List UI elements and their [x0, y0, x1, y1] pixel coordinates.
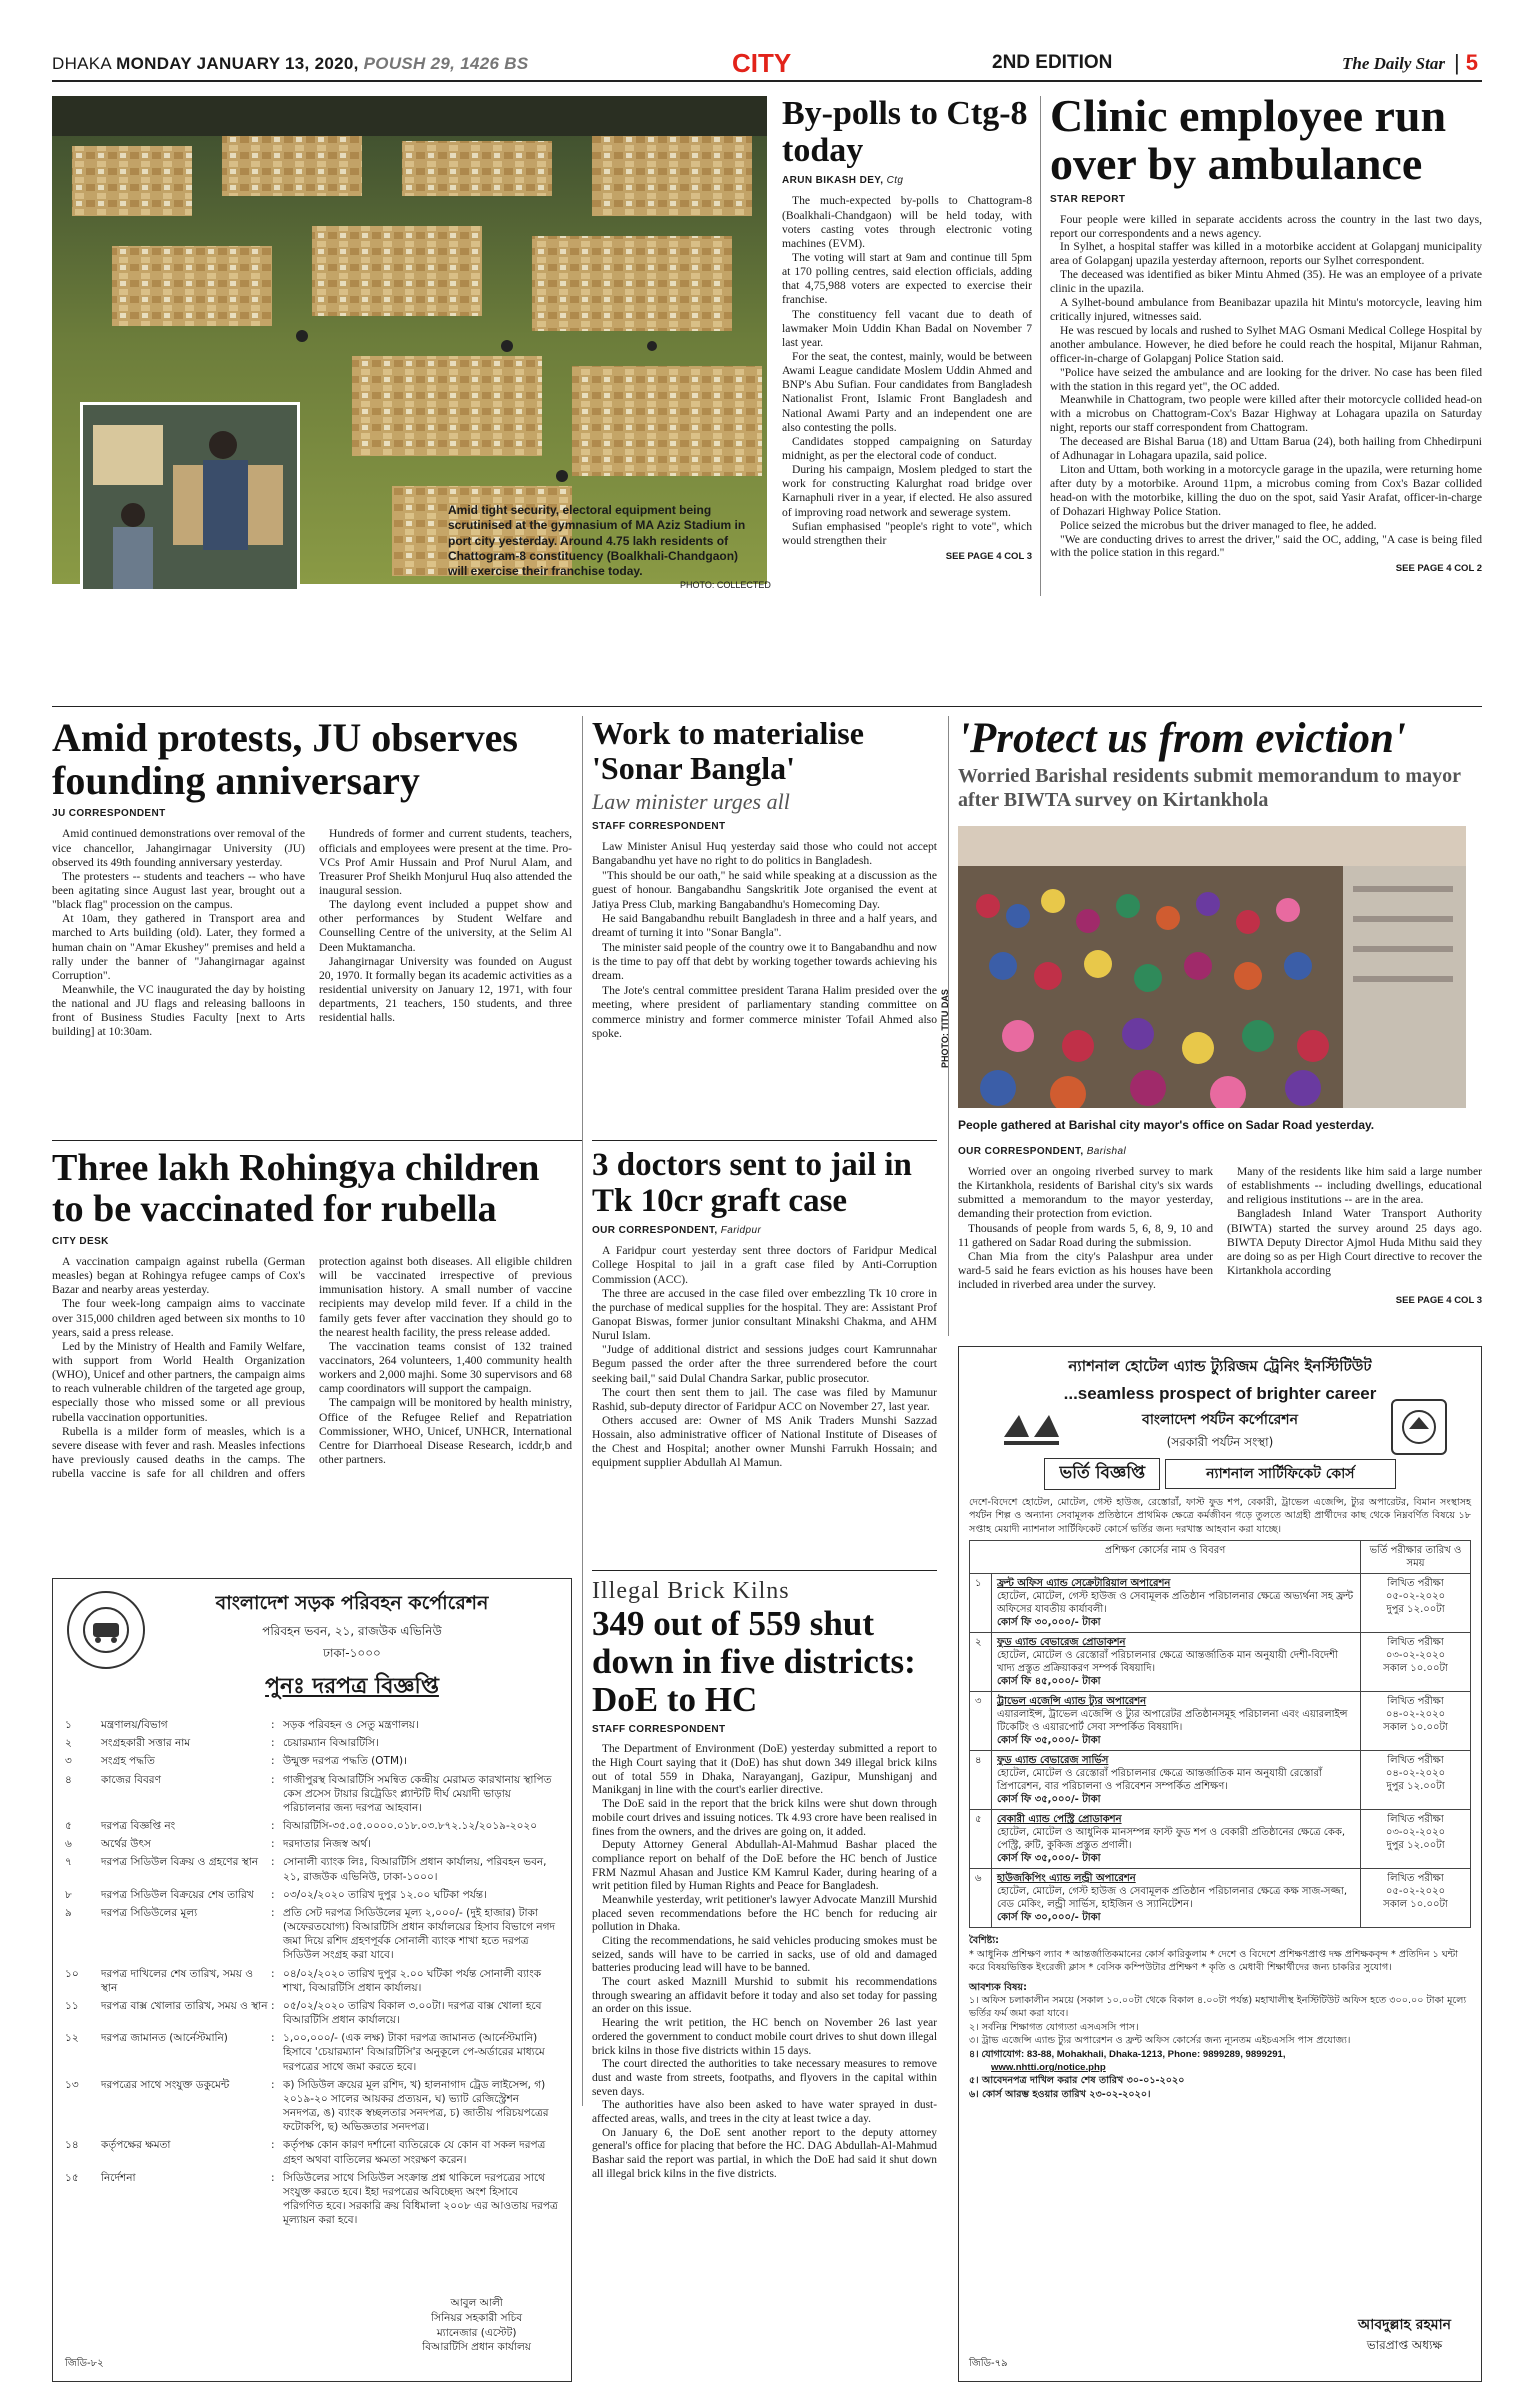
edition-label: 2ND EDITION: [992, 52, 1113, 73]
inset-image: [83, 405, 297, 589]
brtc-row-sep: :: [271, 1773, 275, 1786]
course-exam: [1361, 1633, 1471, 1692]
brtc-row-key: অর্থের উৎস: [101, 1838, 151, 1851]
column-rule: [1040, 96, 1041, 596]
course-fee: কোর্স ফি ৩০,০০০/- টাকা: [997, 1912, 1101, 1924]
brtc-row: [65, 2076, 559, 2137]
story-doctors-body: A Faridpur court yesterday sent three doctors of Faridpur Medical College Hospital to jail in a graft case filed by Anti-Corruption Commission (ACC). The three are accused in the case filed over embezzling Tk 10 crore in the purchase of medical supplies for the hospital. They are: Assistant Prof Ganopat Biswas, former junior consultant Minakshi Chakma, and AHM Nurul Islam. "Judge of additional district and sessions judges court Kamrunnahar Begum passed the order after the three surrendered before the court seeking bail," said Dulal Chandra Sarkar, public prosecutor. The court then sent them to jail. The case was filed by Mamunur Rashid, sub-deputy director of Faridpur ACC on November 27, last year. Others accused are: Owner of MS Anik Traders Munshi Sazzad Hossain, also administrative officer of National Institute of Diseases of the Chest and Hospital; another owner Munshi Farrukh Hossain; and equipment supplier Abdullah Al Mamun.: [592, 1244, 937, 1470]
brtc-row-key: দরপত্র বিজ্ঞপ্তি নং: [101, 1820, 176, 1833]
story-bypolls-byline: ARUN BIKASH DEY, Ctg: [782, 175, 904, 187]
column-rule: [582, 716, 583, 2106]
story-doctors-headline[interactable]: 3 doctors sent to jail in Tk 10cr graft case: [592, 1147, 912, 1219]
story-ju-byline: JU CORRESPONDENT: [52, 808, 166, 820]
section-divider: [52, 1140, 582, 1141]
nhtti-features: বৈশিষ্ট্য: * আধুনিক প্রশিক্ষণ ল্যাব * আন্তর্জাতিকমানের কোর্স কারিকুলাম * দেশে ও বিদেশে প্রশিক্ষণপ্রাপ্ত দক্ষ প্রশিক্ষকবৃন্দ * প্রতিদিন ১ ঘন্টা করে বিষয়ভিত্তিক ইংরেজী ক্লাস * বেসিক কম্পিউটার প্রশিক্ষণ * কৃতি ও মেধাবী শিক্ষার্থীদের জন্য চাকরির সুযোগ।: [969, 1935, 1459, 1974]
course-name: ট্রাভেল এজেন্সি এ্যান্ড ট্যুর অপারেশন: [997, 1696, 1147, 1708]
story-sonar-bangla: [592, 716, 937, 1041]
brtc-row: [65, 1965, 559, 1997]
brtc-row-sep: :: [271, 1719, 275, 1731]
nhtti-course-row: [970, 1692, 1471, 1751]
brtc-row-value: বিআরটিসি-৩৫.০৫.০০০০.০১৮.০৩.৮৭২.১২/২০১৯-২০২০: [283, 1820, 538, 1833]
course-exam: [1361, 1692, 1471, 1751]
course-name: ফুড এ্যান্ড বেভারেজ প্রোডাকশন: [997, 1637, 1126, 1649]
section-divider: [52, 706, 1482, 707]
course-number: ৫: [970, 1810, 992, 1869]
course-exam: [1361, 1574, 1471, 1633]
brtc-row-number: ১৫: [65, 2171, 79, 2184]
brtc-row-sep: :: [271, 1906, 275, 1919]
photo1-caption: Amid tight security, electoral equipment being scrutinised at the gymnasium of MA Aziz Stadium in port city yesterday. Around 4.75 lakh residents of Chattogram-8 constituency (Boalkhali-Chandgaon) will exercise their franchise today.: [448, 503, 746, 579]
brtc-row-key: দরপত্র সিডিউলের মূল্য: [101, 1906, 198, 1919]
brtc-row-value: সোনালী ব্যাংক লিঃ, বিআরটিসি প্রধান কার্যালয়, পরিবহন ভবন, ২১, রাজউক এভিনিউ, ঢাকা-১০০০।: [283, 1856, 547, 1883]
nhtti-title: ভর্তি বিজ্ঞপ্তি: [1044, 1458, 1160, 1490]
brtc-row-number: ৫: [65, 1820, 72, 1833]
course-exam-time: দুপুর ১২.০০টা: [1386, 1604, 1445, 1616]
brtc-row-key: সংগ্রহ পদ্ধতি: [101, 1755, 155, 1768]
inset-photo: [80, 402, 300, 592]
course-desc: হোটেল, মোটেল, গেস্ট হাউজ ও সেবামূলক প্রতিষ্ঠান পরিচালনার ক্ষেত্রে কক্ষ সাজ-সজ্জা, বেড মেকিং, লন্ড্রী সার্ভিস, হাইজিন ও স্যানিটেশন।: [997, 1886, 1348, 1911]
story-eviction-text: [958, 1140, 1482, 1306]
brtc-row-value: গাজীপুরস্থ বিআরটিসি সমন্বিত কেন্দ্রীয় মেরামত কারখানায় স্থাপিত কেস প্রসেস টায়ার রিট্রেডিং প্ল্যান্টটি দীর্ঘ মেয়াদী ভাড়ায় পরিচালনার জন্য দরপত্র আহবান।: [283, 1773, 552, 1814]
course-fee: কোর্স ফি ৩০,০০০/- টাকা: [997, 1617, 1101, 1629]
brtc-row-key: দরপত্রের সাথে সংযুক্ত ডকুমেন্ট: [101, 2078, 230, 2091]
story-clinic-byline: STAR REPORT: [1050, 193, 1126, 205]
brtc-row-sep: :: [271, 1820, 275, 1833]
nhtti-terms: আবশ্যক বিষয়: ১। অফিস চলাকালীন সময়ে (সকাল ১০.০০টা থেকে বিকাল ৪.০০টা পর্যন্ত) মহাখালীস্থ ইনস্টিটিউট অফিস হতে ৩০০.০০ টাকা মূল্যে ভর্তির ফর্ম জমা করা যাবে। ২। সর্বনিম্ন শিক্ষাগত যোগ্যতা এসএসসি পাস। ৩। ট্রাভ এজেন্সি এ্যান্ড ট্যুর অপারেশন ও ফ্রন্ট অফিস কোর্সের জন্য ন্যূনতম এইচএসসি পাস প্রযোজ্য। ৪। যোগাযোগ: 83-88, Mohakhali, Dhaka-1213, Phone: 9899289, 9899291, www.nhtti.org/notice.php ৫। আবেদনপত্র দাখিল করার শেষ তারিখ ৩০-০১-২০২০ ৬। কোর্স আরম্ভ হওয়ার তারিখ ২৩-০২-২০২০।: [969, 1981, 1471, 2102]
course-exam-type: লিখিত পরীক্ষা: [1387, 1814, 1444, 1826]
nhtti-course-row: [970, 1574, 1471, 1633]
nhtti-course-row: [970, 1751, 1471, 1810]
course-exam: [1361, 1751, 1471, 1810]
story-bypolls-headline[interactable]: By-polls to Ctg-8 today: [782, 95, 1028, 169]
brtc-row-key: কাজের বিবরণ: [101, 1773, 161, 1786]
nhtti-head-course: প্রশিক্ষণ কোর্সের নাম ও বিবরণ: [970, 1541, 1361, 1574]
course-desc: হোটেল, মোটেল, গেস্ট হাউজ ও সেবামূলক প্রতিষ্ঠান পরিচালনার ক্ষেত্রে অভ্যর্থনা সহ ফ্রন্ট অফিসের যাবতীয় কার্যাবলী।: [997, 1591, 1354, 1616]
course-fee: কোর্স ফি ৪৫,০০০/- টাকা: [997, 1676, 1101, 1688]
story-brick-kilns-headline[interactable]: 349 out of 559 shut down in five districts: DoE to HC: [592, 1604, 916, 1719]
course-details: [992, 1692, 1361, 1751]
course-exam: [1361, 1810, 1471, 1869]
brtc-row: [65, 2029, 559, 2076]
brtc-row-key: সংগ্রহকারী সত্তার নাম: [101, 1737, 191, 1750]
brtc-row-key: কর্তৃপক্ষের ক্ষমতা: [101, 2139, 171, 2152]
brtc-address: পরিবহন ভবন, ২১, রাজউক এভিনিউ: [262, 1624, 442, 1638]
brtc-row-number: ৯: [65, 1906, 72, 1919]
brtc-row-value: ০৫/০২/২০২০ তারিখ বিকাল ৩.০০টা। দরপত্র বাক্স খোলা হবে বিআরটিসি প্রধান কার্যালয়ে।: [283, 1999, 542, 2027]
course-desc: এয়ারলাইন্স, ট্রাভেল এজেন্সি ও ট্যুর অপারেটর প্রতিষ্ঠানসমূহ পরিচালনা এবং এয়ারলাইন্স টিকেটিং ও এয়ারপোর্ট সেবা সম্পর্কিত বিষয়াদি।: [997, 1709, 1348, 1734]
story-clinic-body: Four people were killed in separate accidents across the country in the last two days, report our correspondents and a news agency. In Sylhet, a hospital staffer was killed in a motorbike accident at Golapganj municipality area of Golapganj upazila yesterday afternoon, reports our Sylhet correspondent. The deceased was identified as biker Mintu Ahmed (35). He was an employee of a private clinic in the upazila. A Sylhet-bound ambulance from Beanibazar upazila hit Mintu's motorcycle, leaving him critically injured, witnesses said. He was rescued by locals and rushed to Sylhet MAG Osmani Medical College Hospital by another ambulance. However, he died before he could reach the hospital, Mijanur Rahman, officer-in-charge of Golapganj Police Station said. "Police have seized the ambulance and are looking for the driver. No case has been filed with the station in this regard yet", the OC added. Meanwhile in Chattogram, two people were killed after their motorcycle collided head-on with a microbus on Chattogram-Cox's Bazar Highway at Lohagara upazila on Saturday night, reports our staff correspondent from Chattogram. The deceased are Bishal Barua (18) and Uttam Barua (24), both hailing from Chhedirpuni of Adhunagar in Lohagara upazila, said police. Liton and Uttam, both working in a motorcycle garage in the upazila, were returning home after duty by a motorbike. Around 11pm, a microbus coming from Cox's Bazar collided head-on with the motorbike, killing the duo on the spot, said Yasir Arafat, officer-in-charge of Dohazari Highway Police Station. Police seized the microbus but the driver managed to flee, he added. "We are conducting drives to arrest the driver," said the OC, adding, "A case is being filed with the police station in this regard.": [1050, 212, 1482, 560]
course-exam-date: ০৪-০২-২০২০: [1385, 1768, 1446, 1780]
brtc-row-value: ক) সিডিউল ক্রয়ের মূল রশিদ, খ) হালনাগাদ ট্রেড লাইসেন্স, গ) ২০১৯-২০ সালের আয়কর প্রত্যয়ন, ঘ) ভ্যাট রেজিস্ট্রেশন সনদপত্র, ঙ) ব্যাংক স্বচ্ছলতার সনদপত্র, চ) জাতীয় পরিচয়পত্রের ফটোকপি, ছ) অভিজ্ঞতার সনদপত্র।: [283, 2078, 549, 2134]
story-bypolls-body: The much-expected by-polls to Chattogram-8 (Boalkhali-Chandgaon) will be held today, with voters casting votes through electronic voting machines (EVM). The voting will start at 9am and continue till 5pm at 170 polling centres, said election officials, adding that 4,75,988 voters are expected to exercise their franchise. The constituency fell vacant due to death of lawmaker Moin Uddin Khan Badal on November 7 last year. For the seat, the contest, mainly, would be between Awami League candidate Moslem Uddin Ahmed and BNP's Abu Sufian. Four candidates from Bangladesh Nationalist Front, Islamic Front Bangladesh and National Awami Party and an independent one are also contesting the polls. Candidates stopped campaigning on Saturday midnight, as per the electoral code of conduct. During his campaign, Moslem pledged to start the work for constructing Kalurghat road bridge over Karnaphuli river in a year, if elected. He also assured of improving road network and sewerage system. Sufian emphasised "people's right to vote", which would strengthen their: [782, 194, 1032, 547]
nhtti-logo-left: [999, 1407, 1069, 1455]
brtc-row-sep: :: [271, 2139, 275, 2152]
brtc-row-value: দরদাতার নিজস্ব অর্থ।: [283, 1838, 371, 1851]
course-exam-type: লিখিত পরীক্ষা: [1387, 1578, 1444, 1590]
course-name: বেকারী এ্যান্ড পেস্ট্রি প্রোডাকশন: [997, 1814, 1122, 1826]
nhtti-govt: (সরকারী পর্যটন সংস্থা): [1166, 1435, 1274, 1449]
course-details: [992, 1751, 1361, 1810]
brtc-row-key: মন্ত্রণালয়/বিভাগ: [101, 1719, 168, 1731]
brtc-row-sep: :: [271, 1999, 275, 2012]
course-details: [992, 1810, 1361, 1869]
masthead-date: DHAKA MONDAY JANUARY 13, 2020, POUSH 29, 1426 BS: [52, 54, 529, 73]
course-fee: কোর্স ফি ৩৫,০০০/- টাকা: [997, 1794, 1101, 1806]
brtc-row: [65, 1771, 559, 1818]
nhtti-intro: দেশে-বিদেশে হোটেল, মোটেল, গেস্ট হাউজ, রেস্তোরাঁ, ফাস্ট ফুড শপ, বেকারী, ট্রাভেল এজেন্সি, ট্যুর অপারেটর, বিমান সংস্থাসহ পর্যটন শিল্প ও অন্যান্য সেবামূলক প্রতিষ্ঠানে প্রাথমিক ক্ষেত্রে কর্মজীবন গড়ে তুলতে আগ্রহী প্রার্থীদের কাছ থেকে নিম্নবর্ণিত বিষয়ে ১৮ সপ্তাহ মেয়াদী ন্যাশনাল সার্টিফিকেট কোর্সে ভর্তির জন্য দরখাস্ত আহবান করা যাচ্ছে।: [969, 1497, 1471, 1535]
story-rohingya-byline: CITY DESK: [52, 1236, 109, 1248]
course-number: ৪: [970, 1751, 992, 1810]
story-doctors: [592, 1148, 937, 1471]
brtc-row-value: উন্মুক্ত দরপত্র পদ্ধতি (OTM)।: [283, 1755, 408, 1768]
course-desc: হোটেল, মোটেল ও রেস্তোরাঁ পরিচালনার ক্ষেত্রে আন্তর্জাতিক মান অনুযায়ী রেস্তোরাঁ প্রিপারেশন, বার পরিচালনা ও পরিবেশন সম্পর্কিত প্রশিক্ষণ।: [997, 1768, 1322, 1793]
brtc-row: [65, 1817, 559, 1835]
story-eviction-body: Worried over an ongoing riverbed survey to mark the Kirtankhola, residents of Barishal city's six wards submitted a memorandum to the mayor yesterday, demanding their protection from eviction. Thousands of people from wards 5, 6, 8, 9, 10 and 11 gathered on Sadar Road during the submission. Chan Mia from the city's Palashpur area under ward-5 said he fears eviction as his houses have been included in riverbed area under the survey. Many of the residents like him said a large number of establishments -- including dwellings, educational and religious institutions -- are in the area. Bangladesh Inland Water Transport Authority (BIWTA) started the survey around 25 days ago. BIWTA Deputy Director Ajmol Huda Mithu said they are doing so as per High Court directive to recover the Kirtankhola according: [958, 1165, 1482, 1292]
brtc-tender-ad: [52, 1578, 572, 2382]
course-fee: কোর্স ফি ৩৫,০০০/- টাকা: [997, 1853, 1101, 1865]
nhtti-logo-right: [1391, 1399, 1447, 1455]
course-exam-time: সকাল ১০.০০টা: [1383, 1722, 1448, 1734]
brtc-row-value: ০৩/০২/২০২০ তারিখ দুপুর ১২.০০ ঘটিকা পর্যন্ত।: [283, 1888, 487, 1901]
brtc-row-sep: :: [271, 1838, 275, 1851]
story-clinic-headline[interactable]: Clinic employee run over by ambulance: [1050, 90, 1447, 189]
course-details: [992, 1869, 1361, 1928]
brtc-row-key: দরপত্র দাখিলের শেষ তারিখ, সময় ও স্থান: [101, 1967, 253, 1994]
course-number: ৩: [970, 1692, 992, 1751]
brtc-row-number: ১৪: [65, 2139, 79, 2152]
nhtti-tagline: ...seamless prospect of brighter career: [1063, 1384, 1377, 1403]
brtc-title: পুনঃ দরপত্র বিজ্ঞপ্তি: [265, 1674, 439, 1699]
course-name: ফ্রন্ট অফিস এ্যান্ড সেক্রেটারিয়াল অপারেশন: [997, 1578, 1171, 1590]
brtc-row-sep: :: [271, 2171, 275, 2184]
brtc-row-key: দরপত্র জামানত (আর্নেস্টমানি): [101, 2032, 228, 2045]
story-doctors-byline: OUR CORRESPONDENT, Faridpur: [592, 1225, 762, 1237]
nhtti-code: জিডি-৭৯: [969, 2358, 1008, 2369]
brtc-row: [65, 1853, 559, 1885]
course-exam-type: লিখিত পরীক্ষা: [1387, 1696, 1444, 1708]
course-exam-type: লিখিত পরীক্ষা: [1387, 1637, 1444, 1649]
brtc-row: [65, 2169, 559, 2230]
brtc-row: [65, 1886, 559, 1904]
brtc-row-sep: :: [271, 2078, 275, 2091]
crowd-image: [958, 826, 1466, 1108]
course-exam-type: লিখিত পরীক্ষা: [1387, 1873, 1444, 1885]
brtc-row-sep: :: [271, 1755, 275, 1768]
story-bypolls-jump[interactable]: SEE PAGE 4 COL 3: [945, 550, 1032, 562]
brtc-row-value: চেয়ারম্যান বিআরটিসি।: [283, 1737, 379, 1750]
brtc-row-value: সড়ক পরিবহন ও সেতু মন্ত্রণালয়।: [283, 1719, 419, 1731]
story-eviction: [958, 716, 1482, 812]
brtc-row-number: ১১: [65, 1999, 79, 2012]
story-ju-headline[interactable]: Amid protests, JU observes founding anniversary: [52, 715, 518, 804]
brtc-signature: আবুল আলী সিনিয়র সহকারী সচিব ম্যানেজার (এস্টেট) বিআরটিসি প্রধান কার্যালয়: [422, 2297, 531, 2354]
course-exam-date: ০৫-০২-২০২০: [1385, 1591, 1446, 1603]
brtc-row-key: নির্দেশনা: [101, 2171, 136, 2184]
story-eviction-jump[interactable]: SEE PAGE 4 COL 3: [1395, 1295, 1482, 1307]
nhtti-course-row: [970, 1810, 1471, 1869]
story-clinic-jump[interactable]: SEE PAGE 4 COL 2: [1395, 563, 1482, 575]
course-exam-type: লিখিত পরীক্ষা: [1387, 1755, 1444, 1767]
course-number: ৬: [970, 1869, 992, 1928]
brtc-row-number: ২: [65, 1737, 72, 1750]
course-desc: হোটেল, মোটেল ও আধুনিক মানসম্পন্ন ফাস্ট ফুড শপ ও বেকারী প্রতিষ্ঠানের ক্ষেত্রে কেক, পেস্ট্রি, রুটি, কুকিজ প্রস্তুত প্রণালী।: [997, 1827, 1346, 1852]
story-sonar-bangla-subhead: Law minister urges all: [592, 789, 790, 815]
brtc-city: ঢাকা-১০০০: [323, 1646, 381, 1660]
course-details: [992, 1574, 1361, 1633]
course-exam-time: দুপুর ১২.০০টা: [1386, 1781, 1445, 1793]
brtc-row-number: ৭: [65, 1856, 72, 1869]
course-number: ২: [970, 1633, 992, 1692]
brtc-row-value: সিডিউলের সাথে সিডিউল সংক্রান্ত প্রশ্ন থাকিলে দরপত্রের সাথে সংযুক্ত করতে হবে। ইহা দরপত্রের অবিচ্ছেদ্য অংশ হিসাবে পরিগণিত হবে। সরকারি ক্রয় বিধিমালা ২০০৮ এর আওতায় দরপত্র মূল্যায়ন করা হবে।: [283, 2171, 558, 2227]
nhtti-corp: বাংলাদেশ পর্যটন কর্পোরেশন: [1142, 1412, 1298, 1428]
brtc-row-sep: :: [271, 1737, 275, 1750]
brtc-row-sep: :: [271, 1856, 275, 1869]
story-brick-kilns-body: The Department of Environment (DoE) yesterday submitted a report to the High Court saying that it (DoE) has shut down 349 illegal brick kilns out of total 559 in Dhaka, Narayanganj, Gazipur, Munshiganj and Manikganj in line with the court's earlier directive. The DoE said in the report that the brick kilns were shut down through mobile court drives and issuing notices. Tk 4.93 crore have been realised in fines from the owners, and the drives are going on, it added. Deputy Attorney General Abdullah-Al-Mahmud Bashar placed the compliance report on behalf of the DoE before the HC bench of Justice FRM Nazmul Ahasan and Justice KM Kamrul Kader, during hearing of a writ petition filed by Human Rights and Peace for Bangladesh. Meanwhile yesterday, writ petitioner's lawyer Advocate Manzill Murshid placed seven recommendations before the HC bench for reducing air pollution in Dhaka. Citing the recommendations, he said vehicles producing smokes must be seized, sands will have to be carried in sacks, use of old and damaged batteries producing lead will have to be banned. The court asked Maznill Murshid to submit his recommendations through swearing an affidavit before it today and also set today for passing an order on this issue. Hearing the writ petition, the HC bench on November 26 last year ordered the government to conduct mobile court drives to shut down illegal brick kilns in those five districts within 15 days. The court directed the authorities to take necessary measures to remove dust and waste from streets, footpaths, and flyovers in the capital within seven days. The authorities have also been asked to have water sprayed in dust-affected areas, walls, and trees in the city at least twice a day. On January 6, the DoE sent another report to the deputy attorney general's office for placing that before the HC. DAG Abdullah-Al-Mahmud Bashar said the report was partial, in which the DoE had said it shut down all illegal brick kilns in the five districts.: [592, 1743, 937, 2180]
course-desc: হোটেল, মোটেল ও রেস্তোরাঁ পরিচালনার ক্ষেত্রে আন্তর্জাতিক মান অনুযায়ী দেশী-বিদেশী খাদ্য প্রস্তুত প্রক্রিয়াকরণ সম্পর্ক বিষয়াদি।: [997, 1650, 1338, 1675]
course-exam-date: ০৪-০২-২০২০: [1385, 1709, 1446, 1721]
section-divider: [592, 1570, 937, 1571]
brtc-row: [65, 1716, 559, 1734]
brtc-rows: [65, 1716, 559, 2230]
course-name: ফুড এ্যান্ড বেভারেজ সার্ভিস: [997, 1755, 1109, 1767]
story-ju: [52, 716, 572, 1039]
nhtti-website-link[interactable]: www.nhtti.org/notice.php: [991, 2062, 1106, 2074]
eviction-photo-caption: People gathered at Barishal city mayor's office on Sadar Road yesterday.: [958, 1118, 1375, 1132]
brtc-org: বাংলাদেশ সড়ক পরিবহন কর্পোরেশন: [215, 1592, 489, 1614]
story-rohingya-body: A vaccination campaign against rubella (German measles) began at Rohingya refugee camps of Cox's Bazar and nearby areas yesterday. The four week-long campaign aims to vaccinate over 315,000 children aged between six months to 10 years, said a press release. Led by the Ministry of Health and Family Welfare, with support from World Health Organization (WHO), Unicef and other partners, the campaign aims to reach vulnerable children of the targeted age group, especially those who missed some or all previous rubella vaccination opportunities. Rubella is a milder form of measles, which is a severe disease with fever and rash. Measles infections have previously caused deaths in the camps. The rubella vaccine is safe for all children and offers protection against both diseases. All eligible children will be vaccinated irrespective of previous immunisation history. A small number of vaccine recipients may develop mild fever. If a child in the family gets fever after vaccination they should go to the nearest health facility, the press release added. The vaccination teams consist of 132 trained vaccinators, 264 volunteers, 1,400 community health workers and 2,000 majhi. Some 30 supervisors and 68 camp coordinators will support the campaign. The campaign will be monitored by health ministry, Office of the Refugee Relief and Repatriation Commissioner, WHO, Unicef, UNHCR, International Centre for Diarrhoeal Disease Research, icddr,b and other partners.: [52, 1255, 572, 1481]
story-eviction-subhead: Worried Barishal residents submit memorandum to mayor after BIWTA survey on Kirtankhola: [958, 765, 1461, 812]
course-details: [992, 1633, 1361, 1692]
brtc-row: [65, 1997, 559, 2029]
story-bypolls: [782, 96, 1032, 562]
nhtti-admission-ad: [958, 1346, 1482, 2382]
story-sonar-bangla-headline[interactable]: Work to materialise 'Sonar Bangla': [592, 715, 864, 786]
nhtti-course-row: [970, 1869, 1471, 1928]
story-sonar-bangla-body: Law Minister Anisul Huq yesterday said those who could not accept Bangabandhu yet have no right to do politics in Bangladesh. "This should be our oath," he said while speaking at a discussion as the guest of honour. Bangabandhu Sangskritik Jote organised the event at Jatiya Press Club, marking Bangabandhu's Homecoming Day. He said Bangabandhu rebuilt Bangladesh in three and a half years, and dreamt of turning it into "Sonar Bangla". The minister said people of the country owe it to Bangabandhu and now is the time to pay off that debt by working together towards achieving his dream. The Jote's central committee president Tarana Halim presided over the meeting, where president of parliamentary standing committee on commerce ministry and former commerce minister Tofail Ahmed also spoke.: [592, 840, 937, 1040]
brtc-row-number: ১২: [65, 2032, 79, 2045]
brtc-row: [65, 1835, 559, 1853]
course-exam-date: ০৩-০২-২০২০: [1385, 1827, 1446, 1839]
newspaper-logo: The Daily Star: [1342, 54, 1445, 73]
brtc-row-key: দরপত্র সিডিউল বিক্রয় ও গ্রহণের স্থান: [101, 1856, 259, 1869]
page-number: | 5: [1454, 50, 1478, 75]
nhtti-subtitle: ন্যাশনাল সার্টিফিকেট কোর্স: [1165, 1459, 1395, 1489]
section-title: CITY: [732, 48, 792, 78]
section-divider: [592, 1140, 937, 1141]
brtc-row-sep: :: [271, 1967, 275, 1980]
story-eviction-byline: OUR CORRESPONDENT, Barishal: [958, 1146, 1127, 1157]
story-ju-body: Amid continued demonstrations over removal of the vice chancellor, Jahangirnagar University (JU) observed its 49th founding anniversary yesterday. The protesters -- students and teachers -- who have been agitating since August last year, brought out a "black flag" procession on the campus. At 10am, they gathered in Transport area and marched to Arts building (old). Later, they formed a human chain on "Amar Ekushey" premises and held a rally under the banner of "Jahangirnagar against Corruption". Meanwhile, the VC inaugurated the day by hoisting the national and JU flags and releasing balloons in front of Business Studies Faculty [next to Arts building] at 10:30am. Hundreds of former and current students, teachers, officials and employees were present at the time. Pro-VCs Prof Amir Hussain and Prof Nurul Alam, and Treasurer Prof Sheikh Monjurul Huq also attended the inaugural session. The daylong event included a puppet show and other performances by Student Welfare and Counselling Centre of the university, at the Selim Al Deen Muktamancha. Jahangirnagar University was founded on August 20, 1970. It formally began its academic activities as a residential university on January 12, 1971, with four departments, 21 teachers, 150 students, and three residential halls.: [52, 827, 572, 1039]
brtc-row-value: কর্তৃপক্ষ কোন কারণ দর্শানো ব্যতিরেকে যে কোন বা সকল দরপত্র গ্রহণ অথবা বাতিলের ক্ষমতা সংরক্ষণ করেন।: [283, 2139, 546, 2166]
brtc-row-number: ৬: [65, 1838, 72, 1851]
course-exam-time: দুপুর ১২.০০টা: [1386, 1840, 1445, 1852]
course-exam-date: ০৫-০২-২০২০: [1385, 1886, 1446, 1898]
course-exam: [1361, 1869, 1471, 1928]
brtc-row: [65, 1734, 559, 1752]
course-number: ১: [970, 1574, 992, 1633]
nhtti-signature: আবদুল্লাহ রহমান ভারপ্রাপ্ত অধ্যক্ষ: [1358, 2317, 1451, 2352]
brtc-row-number: ১০: [65, 1967, 79, 1980]
brtc-row-sep: :: [271, 2032, 275, 2045]
brtc-row-number: ৮: [65, 1888, 72, 1901]
brtc-row-number: ১: [65, 1719, 72, 1731]
story-rohingya-headline[interactable]: Three lakh Rohingya children to be vaccinated for rubella: [52, 1147, 540, 1231]
story-brick-kilns-kicker: Illegal Brick Kilns: [592, 1578, 790, 1604]
story-eviction-headline[interactable]: 'Protect us from eviction': [958, 715, 1406, 762]
brtc-row-value: প্রতি সেট দরপত্র সিডিউলের মূল্য ২,০০০/- (দুই হাজার) টাকা (অফেরতযোগ্য) বিআরটিসি প্রধান কার্যালয়ের হিসাব বিভাগে নগদ জমা দিয়ে রশিদ গ্রহণপূর্বক সোনালী ব্যাংক শাখা হতে দরপত্র সিডিউল সংগ্রহ করা যাবে।: [283, 1906, 555, 1962]
brtc-row-number: ১৩: [65, 2078, 79, 2091]
story-clinic: [1050, 92, 1482, 574]
photo1-credit: PHOTO: COLLECTED: [680, 580, 771, 590]
brtc-row-key: দরপত্র সিডিউল বিক্রয়ের শেষ তারিখ: [101, 1888, 254, 1901]
course-fee: কোর্স ফি ৩৫,০০০/- টাকা: [997, 1735, 1101, 1747]
nhtti-head-exam: ভর্তি পরীক্ষার তারিখ ও সময়: [1361, 1541, 1471, 1574]
brtc-row-value: ১,০০,০০০/- (এক লক্ষ) টাকা দরপত্র জামানত (আর্নেস্টমানি) হিসাবে 'চেয়ারম্যান' বিআরটিসি'র অনুকূলে পে-অর্ডারের মাধ্যমে দরপত্রের সাথে জমা করতে হবে।: [283, 2032, 545, 2073]
brtc-row-key: দরপত্র বাক্স খোলার তারিখ, সময় ও স্থান: [101, 1999, 268, 2012]
brtc-row-value: ০৪/০২/২০২০ তারিখ দুপুর ২.০০ ঘটিকা পর্যন্ত সোনালী ব্যাংক শাখা, বিআরটিসি প্রধান কার্যালয়।: [283, 1967, 542, 1994]
masthead: [52, 48, 1482, 82]
brtc-row: [65, 1752, 559, 1770]
story-brick-kilns-byline: STAFF CORRESPONDENT: [592, 1724, 726, 1736]
story-rohingya: [52, 1148, 572, 1481]
story-sonar-bangla-byline: STAFF CORRESPONDENT: [592, 821, 726, 833]
brtc-row-sep: :: [271, 1888, 275, 1901]
eviction-photo-credit: PHOTO: TITU DAS: [940, 989, 950, 1068]
nhtti-course-row: [970, 1633, 1471, 1692]
course-exam-date: ০৩-০২-২০২০: [1385, 1650, 1446, 1662]
brtc-row: [65, 1904, 559, 1965]
nhtti-org: ন্যাশনাল হোটেল এ্যান্ড ট্যুরিজম ট্রেনিং ইনস্টিটিউট: [1068, 1357, 1372, 1375]
course-name: হাউজকিপিং এ্যান্ড লন্ড্রী অপারেশন: [997, 1873, 1136, 1885]
brtc-row-number: ৩: [65, 1755, 72, 1768]
brtc-code: জিডি-৮২: [65, 2358, 104, 2369]
brtc-row: [65, 2136, 559, 2168]
story-brick-kilns: [592, 1578, 937, 2181]
eviction-crowd-photo: [958, 826, 1466, 1108]
course-exam-time: সকাল ১০.০০টা: [1383, 1663, 1448, 1675]
brtc-logo: [67, 1591, 145, 1669]
nhtti-course-table: [969, 1540, 1471, 1928]
course-exam-time: সকাল ১০.০০টা: [1383, 1899, 1448, 1911]
brtc-row-number: ৪: [65, 1773, 72, 1786]
